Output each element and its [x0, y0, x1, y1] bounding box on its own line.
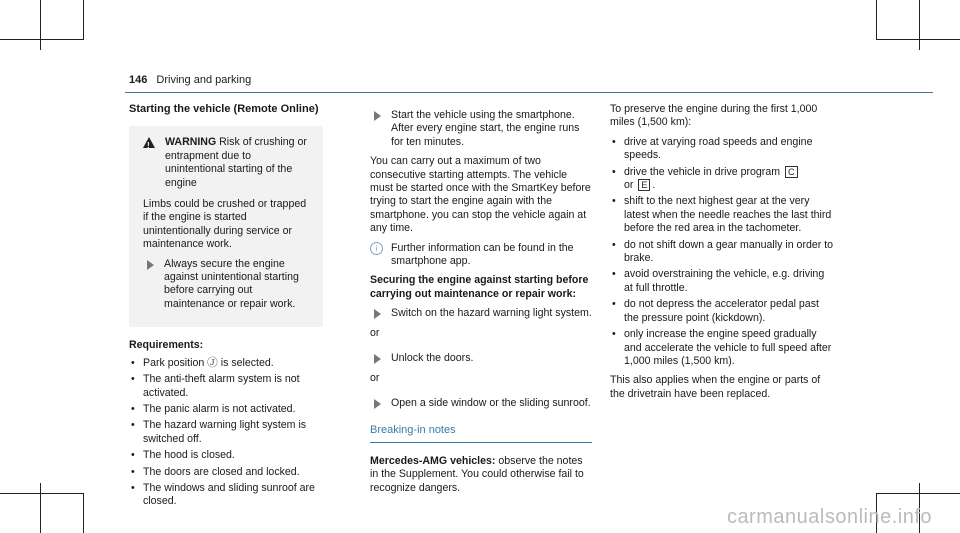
page-number: 146: [129, 74, 148, 86]
list-item: • Park position Ⓙ is selected.: [129, 357, 323, 370]
column-1: [129, 103, 323, 515]
crop-mark: [876, 493, 960, 494]
list-item: • The hood is closed.: [129, 449, 323, 462]
crop-mark: [876, 39, 960, 40]
crop-mark: [0, 493, 84, 494]
section-title-starting: Starting the vehicle (Remote Online): [129, 103, 319, 115]
step-arrow-icon: [147, 260, 154, 270]
crop-mark: [876, 0, 877, 40]
list-item: • The anti-theft alarm system is not activated.: [129, 373, 323, 400]
warning-label: WARNING: [165, 136, 217, 149]
breakin-intro: To preserve the engine during the first 1,000 miles (1,500 km):: [610, 103, 818, 129]
list-item: • avoid overstraining the vehicle, e.g. driving at full throttle.: [610, 268, 835, 295]
amg-label: Mercedes-AMG vehicles:: [370, 454, 496, 467]
requirements-list: [129, 357, 323, 509]
crop-mark: [83, 493, 84, 533]
crop-mark: [40, 483, 41, 533]
drive-program-e-icon: E: [638, 179, 650, 191]
step-arrow-icon: [374, 111, 381, 121]
amg-note: [370, 455, 592, 495]
list-item: • do not depress the accelerator pedal past the pressure point (kickdown).: [610, 298, 835, 325]
section-title: Driving and parking: [156, 74, 252, 86]
crop-mark: [919, 0, 920, 50]
info-text: Further information can be found in the smartphone app.: [391, 241, 574, 268]
warning-box: [129, 126, 323, 327]
securing-title: Securing the engine against starting before carrying out maintenance or repair work:: [370, 274, 589, 300]
crop-mark: [83, 0, 84, 40]
warning-step: Always secure the engine against unintentional starting before carrying out maintenance or repair work.: [164, 257, 299, 310]
watermark: carmanualsonline.info: [726, 506, 932, 528]
amg-text: observe the notes in the Supplement. You could otherwise fail to recognize dangers.: [370, 454, 584, 494]
step-arrow-icon: [374, 354, 381, 364]
step-window: Open a side window or the sliding sunroof.: [391, 396, 591, 409]
breakin-outro: This also applies when the engine or parts of the drivetrain have been replaced.: [610, 374, 821, 400]
crop-mark: [40, 0, 41, 50]
step-arrow-icon: [374, 399, 381, 409]
section-title-breakin: Breaking-in notes: [370, 424, 592, 442]
page-header: [129, 74, 251, 86]
period: .: [652, 179, 656, 192]
warning-body: Limbs could be crushed or trapped if the engine is started unintentionally during service or maintenance work.: [143, 198, 307, 251]
list-item: • The panic alarm is not activated.: [129, 403, 323, 416]
list-item: • shift to the next highest gear at the very latest when the needle reaches the last third before the red area in the tachometer.: [610, 195, 835, 235]
paragraph-attempts: You can carry out a maximum of two consecutive starting attempts. The vehicle must be started once with the SmartKey before trying to start the engine again with the smartphone. you can stop the vehicle again at any time.: [370, 155, 591, 235]
list-item: [610, 166, 835, 193]
drive-program-c-icon: C: [785, 166, 798, 178]
list-item: • only increase the engine speed gradually and accelerate the vehicle to full speed after 1,000 miles (1,500 km).: [610, 328, 835, 368]
or-label: or: [624, 179, 634, 192]
warning-summary: Risk of crushing or entrapment due to unintentional starting of the engine: [165, 136, 307, 189]
list-item: • drive at varying road speeds and engine speeds.: [610, 136, 835, 163]
list-item: • The hazard warning light system is switched off.: [129, 419, 323, 446]
step-hazard: Switch on the hazard warning light system.: [391, 307, 592, 320]
header-rule: [125, 92, 933, 93]
column-2: [370, 103, 592, 501]
list-item: • The windows and sliding sunroof are closed.: [129, 482, 323, 509]
warning-icon: !: [143, 137, 155, 148]
or-label: or: [370, 326, 380, 339]
breakin-list: [610, 136, 835, 369]
crop-mark: [0, 39, 84, 40]
or-label: or: [370, 371, 380, 384]
requirements-title: Requirements:: [129, 339, 204, 352]
info-icon: i: [370, 242, 383, 255]
list-item: • do not shift down a gear manually in order to brake.: [610, 239, 835, 266]
step-arrow-icon: [374, 309, 381, 319]
step-unlock: Unlock the doors.: [391, 352, 474, 365]
step-start-vehicle: Start the vehicle using the smartphone. After every engine start, the engine runs for ten minutes.: [391, 109, 580, 148]
list-item: • The doors are closed and locked.: [129, 466, 323, 479]
column-3: [610, 103, 835, 407]
drive-program-text: drive the vehicle in drive program: [624, 165, 781, 178]
